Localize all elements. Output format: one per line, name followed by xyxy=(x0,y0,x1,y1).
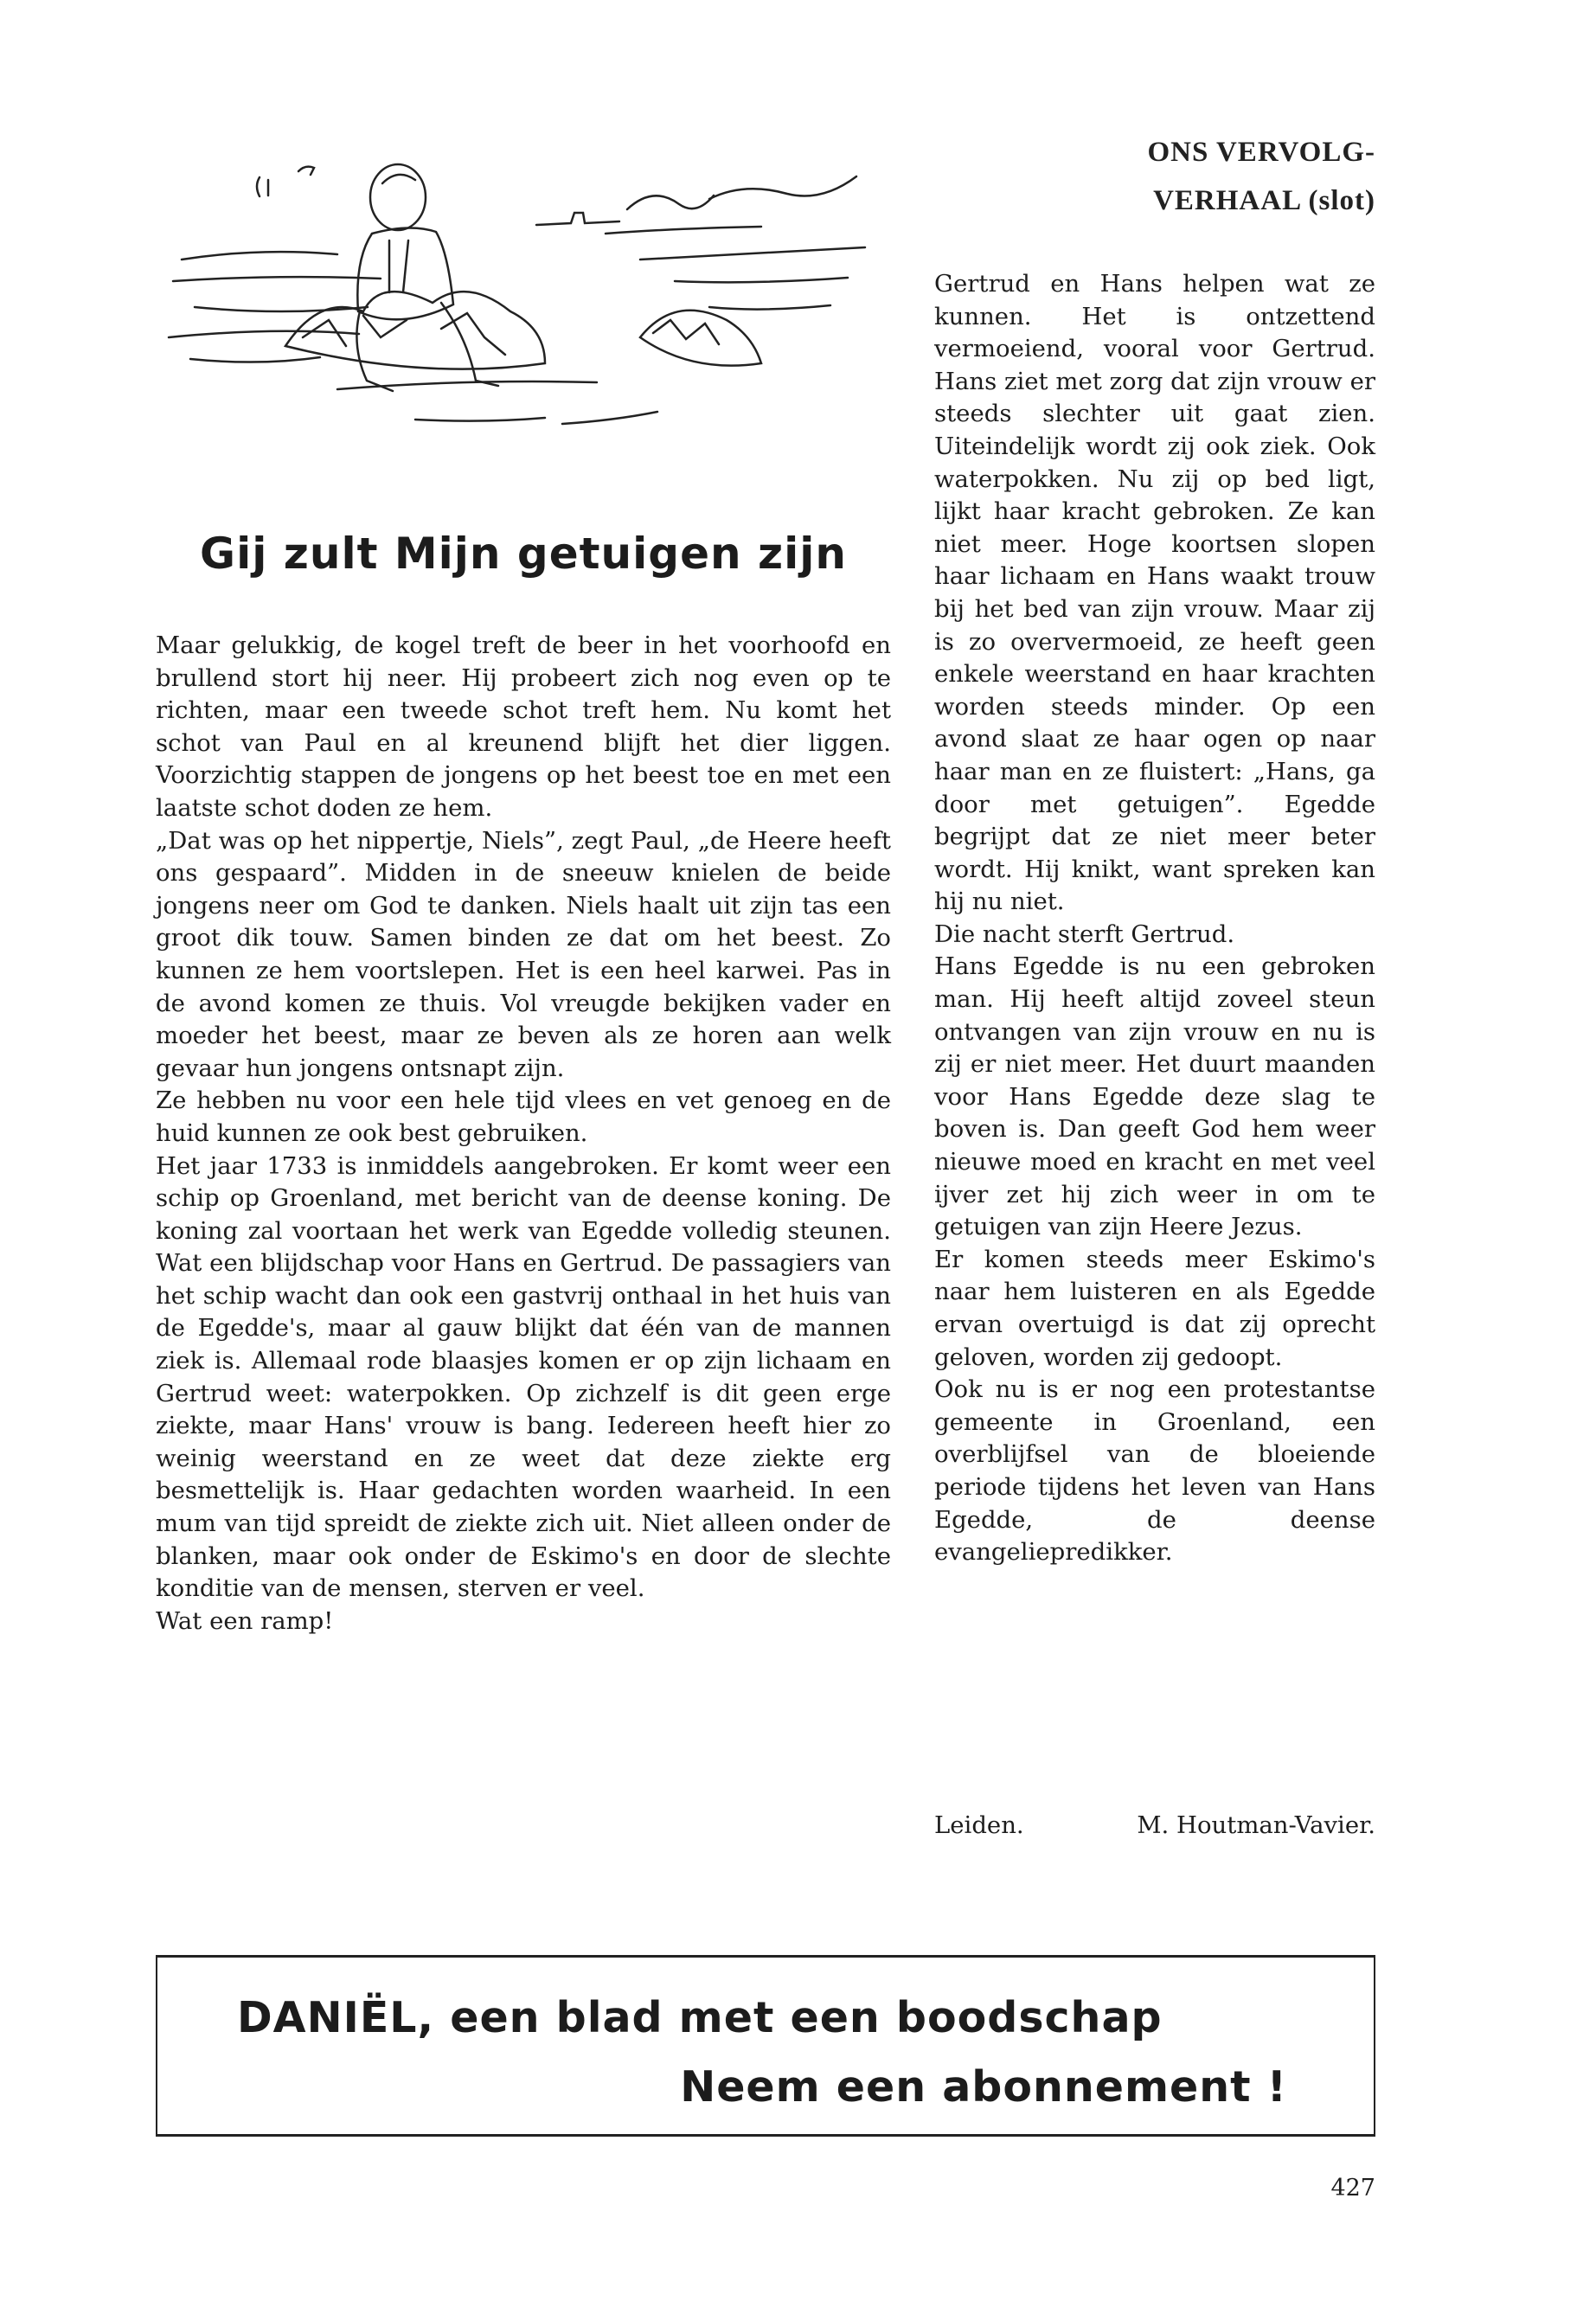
signature-author: M. Houtman-Vavier. xyxy=(1137,1811,1375,1839)
article-title: Gij zult Mijn getuigen zijn xyxy=(200,529,847,579)
left-column xyxy=(156,630,891,1638)
story-illustration xyxy=(156,130,891,450)
paragraph: Hans Egedde is nu een gebroken man. Hij heeft altijd zoveel steun ontvangen van zijn vrouw en nu is zij er niet meer. Het duurt maanden voor Hans Egedde deze slag te boven is. Dan geeft God hem weer nieuwe moed en kracht en met veel ijver zet hij zich weer in om te getuigen van zijn Heere Jezus. xyxy=(934,952,1375,1241)
boy-on-ice-drawing xyxy=(156,130,891,450)
paragraph: Die nacht sterft Gertrud. xyxy=(934,920,1235,948)
advertisement-line-1: DANIËL, een blad met een boodschap xyxy=(237,1993,1163,2042)
paragraph: Het jaar 1733 is inmiddels aangebroken. Er komt weer een schip op Groenland, met bericht van de deense koning. De koning zal voortaan het werk van Egedde volledig steunen. Wat een blijdschap voor Hans en Gertrud. De passagiers van het schip wacht dan ook een gastvrij onthaal in het huis van de Egedde's, maar al gauw blijkt dat één van de mannen ziek is. Allemaal rode blaasjes komen er op zijn lichaam en Gertrud weet: waterpokken. Op zichzelf is dit geen erge ziekte, maar Hans' vrouw is bang. Iedereen heeft hier zo weinig weerstand en ze weet dat deze ziekte erg besmettelijk is. Haar gedachten worden waarheid. In een mum van tijd spreidt de ziekte zich uit. Niet alleen onder de blanken, maar ook onder de Eskimo's en door de slechte konditie van de mensen, sterven er veel. xyxy=(156,1151,891,1603)
signature xyxy=(934,1808,1375,1843)
advertisement-box xyxy=(156,1955,1375,2137)
paragraph: Maar gelukkig, de kogel treft de beer in het voorhoofd en brullend stort hij neer. Hij probeert zich nog even op te richten, maar een tweede schot treft hem. Nu komt het schot van Paul en al kreunend blijft het dier liggen. Voorzichtig stappen de jongens op het beest toe en met een laatste schot doden ze hem. xyxy=(156,631,891,822)
paragraph: Ze hebben nu voor een hele tijd vlees en vet genoeg en de huid kunnen ze ook best gebruiken. xyxy=(156,1086,891,1147)
series-heading xyxy=(930,128,1375,225)
paragraph: Wat een ramp! xyxy=(156,1606,334,1635)
paragraph: Gertrud en Hans helpen wat ze kunnen. Het is ontzettend vermoeiend, vooral voor Gertrud. Hans ziet met zorg dat zijn vrouw er steeds slechter uit gaat zien. Uiteindelijk wordt zij ook ziek. Ook waterpokken. Nu zij op bed ligt, lijkt haar kracht gebroken. Ze kan niet meer. Hoge koortsen slopen haar lichaam en Hans waakt trouw bij het bed van zijn vrouw. Maar zij is zo oververmoeid, ze heeft geen enkele weerstand en haar krachten worden steeds minder. Op een avond slaat ze haar ogen op naar haar man en ze fluistert: „Hans, ga door met getuigen”. Egedde begrijpt dat ze niet meer beter wordt. Hij knikt, want spreken kan hij nu niet. xyxy=(934,270,1375,916)
paragraph: Ook nu is er nog een protestantse gemeente in Groenland, een overblijfsel van de bloeiende periode tijdens het leven van Hans Egedde, de deense evangeliepredikker. xyxy=(934,1375,1375,1567)
page-number: 427 xyxy=(1330,2175,1375,2202)
series-heading-line-1: ONS VERVOLG- xyxy=(1147,137,1375,168)
right-column xyxy=(934,268,1375,1569)
paragraph: „Dat was op het nippertje, Niels”, zegt Paul, „de Heere heeft ons gespaard”. Midden in de sneeuw knielen de beide jongens neer om God te danken. Niels haalt uit zijn tas een groot dik touw. Samen binden ze dat om het beest. Zo kunnen ze hem voortslepen. Het is een heel karwei. Pas in de avond komen ze thuis. Vol vreugde bekijken vader en moeder het beest, maar ze beven als ze horen aan welk gevaar hun jongens ontsnapt zijn. xyxy=(156,826,891,1082)
advertisement-line-2: Neem een abonnement ! xyxy=(680,2062,1287,2112)
signature-place: Leiden. xyxy=(934,1811,1024,1839)
series-heading-line-2: VERHAAL (slot) xyxy=(1153,185,1375,216)
paragraph: Er komen steeds meer Eskimo's naar hem luisteren en als Egedde ervan overtuigd is dat zij oprecht geloven, worden zij gedoopt. xyxy=(934,1245,1375,1371)
